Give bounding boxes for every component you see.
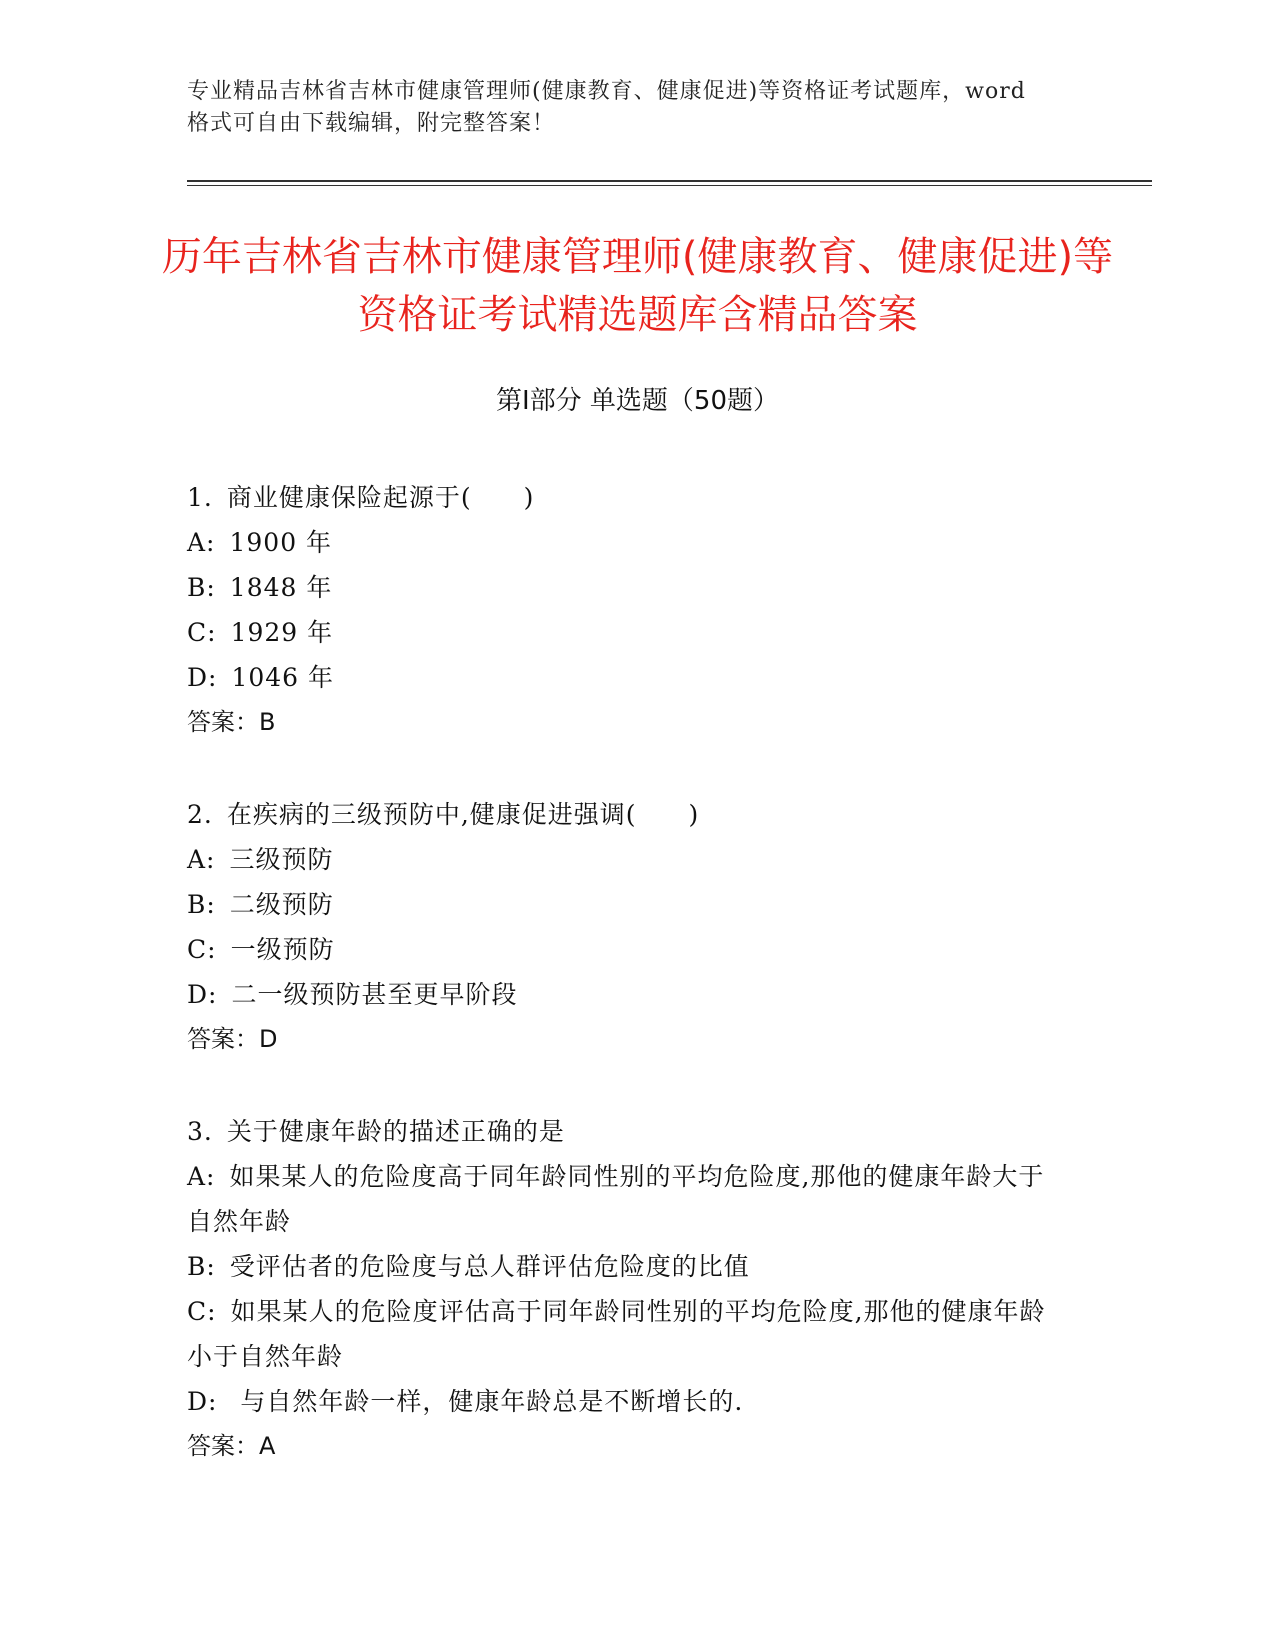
option-text: 如果某人的危险度评估高于同年龄同性别的平均危险度,那他的健康年龄小于自然年龄 <box>187 1297 1046 1371</box>
option-key: C: <box>187 935 217 964</box>
option-text: 1848 年 <box>229 573 333 602</box>
question-list <box>187 475 1057 1516</box>
answer-line: 答案：B <box>187 708 276 736</box>
option-text: 1929 年 <box>230 618 334 647</box>
option-text: 与自然年龄一样，健康年龄总是不断增长的. <box>231 1387 744 1416</box>
header-line-2: 格式可自由下载编辑，附完整答案！ <box>187 111 556 136</box>
option-text: 二一级预防甚至更早阶段 <box>231 980 518 1009</box>
question-stem <box>187 475 1057 520</box>
question-3 <box>187 1109 1057 1469</box>
section-heading: 第Ⅰ部分 单选题（50题） <box>495 386 780 416</box>
option-c <box>187 1289 1057 1379</box>
option-text: 如果某人的危险度高于同年龄同性别的平均危险度,那他的健康年龄大于自然年龄 <box>187 1162 1045 1236</box>
option-key: D: <box>187 1387 218 1416</box>
option-key: A: <box>187 845 216 874</box>
option-b <box>187 882 1057 927</box>
option-key: D: <box>187 980 218 1009</box>
option-d <box>187 1379 1057 1424</box>
option-c <box>187 927 1057 972</box>
question-2 <box>187 792 1057 1062</box>
option-d <box>187 655 1057 700</box>
question-text: 关于健康年龄的描述正确的是 <box>226 1117 565 1146</box>
option-text: 三级预防 <box>229 845 334 874</box>
answer-line: 答案：D <box>187 1025 278 1053</box>
header-note <box>187 76 1087 140</box>
option-a <box>187 837 1057 882</box>
question-number: 1. <box>187 483 213 512</box>
answer-line: 答案：A <box>187 1432 276 1460</box>
question-number: 2. <box>187 800 213 829</box>
question-text: 在疾病的三级预防中,健康促进强调( ) <box>226 800 700 829</box>
header-rule-thin <box>187 185 1152 186</box>
option-text: 1900 年 <box>229 528 333 557</box>
option-key: A: <box>187 528 216 557</box>
option-b <box>187 565 1057 610</box>
option-text: 一级预防 <box>230 935 335 964</box>
question-number: 3. <box>187 1117 213 1146</box>
option-a <box>187 1154 1057 1244</box>
option-text: 1046 年 <box>231 663 335 692</box>
option-d <box>187 972 1057 1017</box>
header-rule-thick <box>187 180 1152 182</box>
option-key: B: <box>187 890 216 919</box>
question-stem <box>187 792 1057 837</box>
option-key: B: <box>187 1252 216 1281</box>
option-key: A: <box>187 1162 216 1191</box>
header-line-1: 专业精品吉林省吉林市健康管理师(健康教育、健康促进)等资格证考试题库，word <box>187 79 1026 104</box>
option-key: C: <box>187 618 217 647</box>
document-title: 历年吉林省吉林市健康管理师(健康教育、健康促进)等资格证考试精选题库含精品答案 <box>161 234 1114 338</box>
option-key: C: <box>187 1297 217 1326</box>
question-stem <box>187 1109 1057 1154</box>
option-c <box>187 610 1057 655</box>
question-1 <box>187 475 1057 745</box>
option-text: 二级预防 <box>229 890 334 919</box>
question-text: 商业健康保险起源于( ) <box>226 483 535 512</box>
option-key: D: <box>187 663 218 692</box>
option-key: B: <box>187 573 216 602</box>
option-a <box>187 520 1057 565</box>
option-text: 受评估者的危险度与总人群评估危险度的比值 <box>229 1252 750 1281</box>
option-b <box>187 1244 1057 1289</box>
